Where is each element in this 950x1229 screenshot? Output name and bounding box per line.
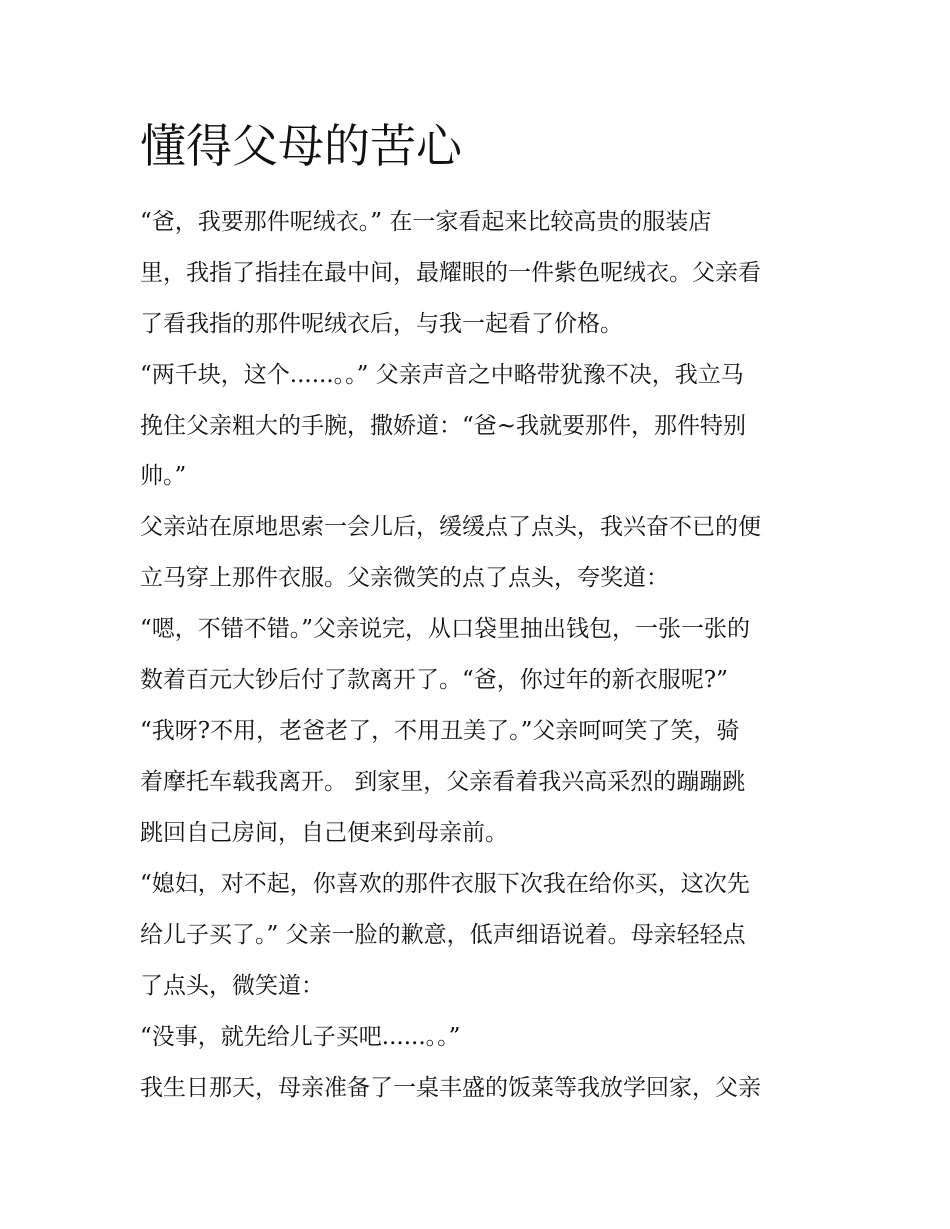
text-line: “两千块，这个......。。” 父亲声音之中略带犹豫不决，我立马 [140,362,744,388]
text-line: 帅。” [140,463,187,489]
text-line: 立马穿上那件衣服。父亲微笑的点了点头，夸奖道： [140,565,669,591]
text-line: 了看我指的那件呢绒衣后，与我一起看了价格。 [140,311,623,337]
text-line: 我生日那天，母亲准备了一桌丰盛的饭菜等我放学回家，父亲 [140,1075,761,1101]
text-line: 给儿子买了。” 父亲一脸的歉意，低声细语说着。母亲轻轻点 [140,922,746,948]
text-line: “没事，就先给儿子买吧......。。” [140,1024,461,1050]
text-line: “爸，我要那件呢绒衣。” 在一家看起来比较高贵的服装店 [140,209,712,235]
document-title: 懂得父母的苦心 [140,119,462,173]
text-line: 父亲站在原地思索一会儿后，缓缓点了点头，我兴奋不已的便 [140,514,761,540]
text-line: 着摩托车载我离开。 到家里，父亲看着我兴高采烈的蹦蹦跳 [140,769,746,795]
text-line: “我呀?不用，老爸老了，不用丑美了。”父亲呵呵笑了笑，骑 [140,718,740,744]
text-line: 了点头，微笑道： [140,973,324,999]
text-line: 数着百元大钞后付了款离开了。“爸，你过年的新衣服呢?” [140,667,728,693]
text-line: “嗯，不错不错。”父亲说完，从口袋里抽出钱包，一张一张的 [140,616,751,642]
text-line: “媳妇，对不起，你喜欢的那件衣服下次我在给你买，这次先 [140,871,750,897]
text-line: 里，我指了指挂在最中间，最耀眼的一件紫色呢绒衣。父亲看 [140,260,761,286]
text-line: 挽住父亲粗大的手腕，撒娇道：“爸~我就要那件，那件特别 [140,413,747,439]
text-line: 跳回自己房间，自己便来到母亲前。 [140,820,508,846]
